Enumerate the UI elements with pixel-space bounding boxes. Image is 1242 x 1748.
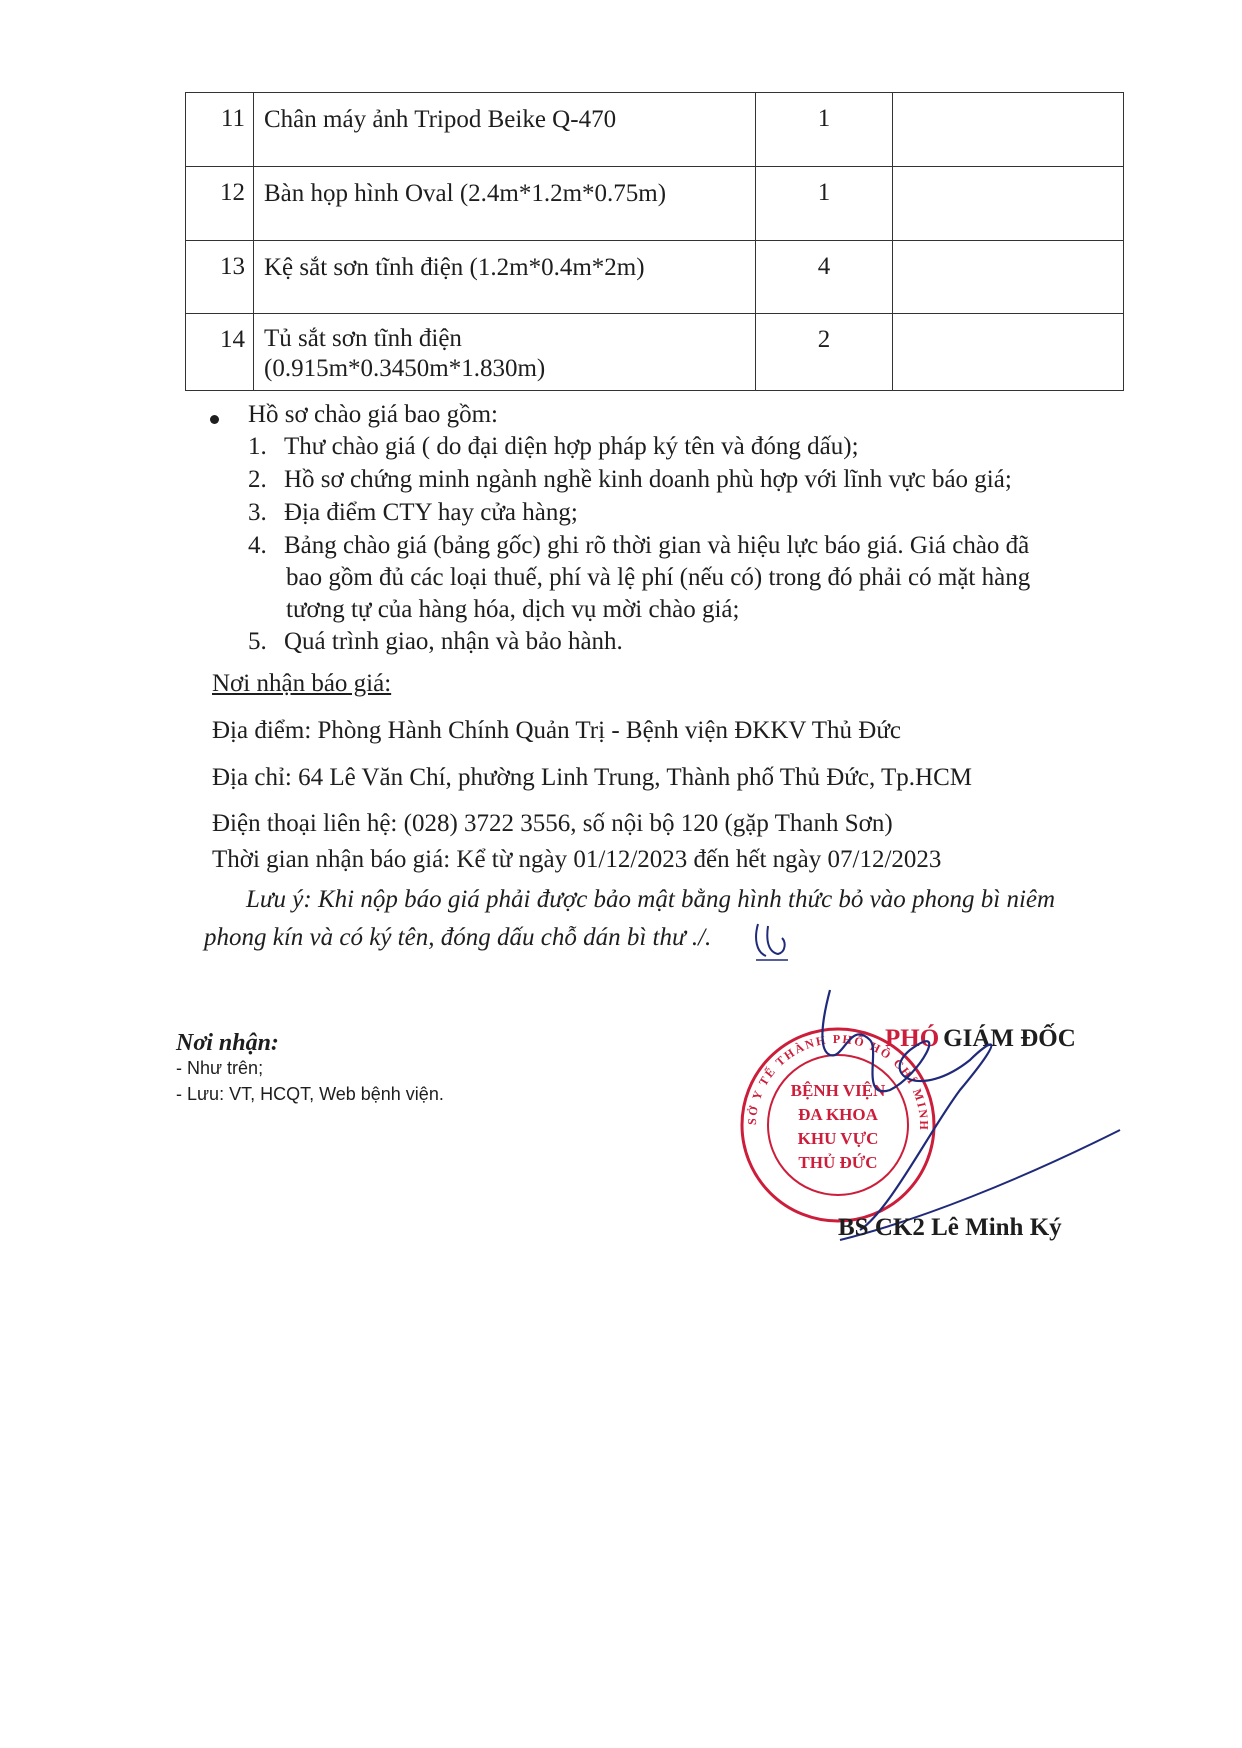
note-cell	[893, 314, 1124, 391]
row-number: 11	[220, 105, 245, 132]
recipients-title: Nơi nhận:	[176, 1030, 279, 1056]
item-name-cell	[254, 314, 756, 391]
row-number-cell	[186, 93, 254, 167]
dossier-item-number: 5.	[248, 628, 267, 655]
receive-address: Địa chỉ: 64 Lê Văn Chí, phường Linh Trung, Thành phố Thủ Đức, Tp.HCM	[212, 764, 972, 791]
row-number: 14	[220, 326, 245, 353]
note-cell	[893, 241, 1124, 314]
dossier-item-4	[248, 532, 1029, 560]
row-number: 12	[220, 179, 245, 206]
item-name-line: Bàn họp hình Oval (2.4m*1.2m*0.75m)	[264, 180, 667, 207]
item-name-cell	[254, 167, 756, 241]
items-table	[185, 92, 1124, 391]
item-name-line: (0.915m*0.3450m*1.830m)	[264, 355, 546, 382]
item-name-line: Chân máy ảnh Tripod Beike Q-470	[264, 106, 617, 133]
signer-name: BS CK2 Lê Minh Ký	[838, 1214, 1062, 1241]
dossier-item-4-line-2: bao gồm đủ các loại thuế, phí và lệ phí (nếu có) trong đó phải có mặt hàng	[286, 564, 1031, 591]
dossier-item-text: Hồ sơ chứng minh ngành nghề kinh doanh phù hợp với lĩnh vực báo giá;	[284, 466, 1012, 493]
row-number-cell	[186, 167, 254, 241]
quantity-cell	[756, 241, 893, 314]
dossier-item-5	[248, 628, 623, 656]
quantity: 1	[817, 105, 831, 132]
initials-mark-icon	[752, 918, 792, 964]
quantity: 2	[817, 326, 831, 353]
dossier-item-3	[248, 499, 578, 527]
receive-heading: Nơi nhận báo giá:	[212, 670, 392, 697]
dossier-item-1	[248, 433, 859, 461]
receive-phone: Điện thoại liên hệ: (028) 3722 3556, số nội bộ 120 (gặp Thanh Sơn)	[212, 810, 893, 837]
item-name	[264, 241, 755, 283]
dossier-item-2	[248, 466, 1012, 494]
dossier-item-text: Thư chào giá ( do đại diện hợp pháp ký tên và đóng dấu);	[284, 433, 859, 460]
dossier-item-text: Quá trình giao, nhận và bảo hành.	[284, 628, 623, 655]
quantity-cell	[756, 314, 893, 391]
note-cell	[893, 167, 1124, 241]
dossier-item-text-line: Bảng chào giá (bảng gốc) ghi rõ thời gian và hiệu lực báo giá. Giá chào đã	[284, 532, 1030, 559]
row-number: 13	[220, 253, 245, 280]
item-name-line: Tủ sắt sơn tĩnh điện	[264, 325, 462, 352]
items-table-body	[186, 93, 1124, 391]
stamp-line: ĐA KHOA	[798, 1105, 878, 1124]
dossier-item-number: 1.	[248, 433, 267, 460]
table-row	[186, 167, 1124, 241]
quantity-cell	[756, 167, 893, 241]
note-cell	[893, 93, 1124, 167]
receive-location: Địa điểm: Phòng Hành Chính Quản Trị - Bệnh viện ĐKKV Thủ Đức	[212, 717, 901, 744]
receive-note-line-1: Lưu ý: Khi nộp báo giá phải được bảo mật bằng hình thức bỏ vào phong bì niêm	[246, 886, 1056, 913]
item-name	[264, 314, 755, 384]
item-name-cell	[254, 93, 756, 167]
recipient-item: - Lưu: VT, HCQT, Web bệnh viện.	[176, 1084, 444, 1104]
stamp-line: BỆNH VIỆN	[790, 1081, 886, 1100]
table-row	[186, 241, 1124, 314]
dossier-item-number: 4.	[248, 532, 267, 559]
row-number-cell	[186, 314, 254, 391]
stamp-ring-text: SỞ Y TẾ THÀNH PHỐ HỒ CHÍ MINH	[744, 1031, 932, 1132]
row-number-cell	[186, 241, 254, 314]
recipient-item: - Như trên;	[176, 1058, 264, 1078]
stamp-line: KHU VỰC	[797, 1129, 879, 1148]
dossier-item-number: 3.	[248, 499, 267, 526]
quantity: 1	[817, 179, 831, 206]
stamp-line: THỦ ĐỨC	[798, 1153, 878, 1172]
quantity: 4	[817, 253, 831, 280]
signer-title-text: GIÁM ĐỐC	[943, 1025, 1076, 1052]
dossier-item-4-line-3: tương tự của hàng hóa, dịch vụ mời chào giá;	[286, 596, 740, 623]
table-row	[186, 314, 1124, 391]
item-name-cell	[254, 241, 756, 314]
item-name	[264, 93, 755, 135]
item-name	[264, 167, 755, 209]
dossier-heading: Hồ sơ chào giá bao gồm:	[248, 401, 498, 428]
quantity-cell	[756, 93, 893, 167]
receive-note-line-2: phong kín và có ký tên, đóng dấu chỗ dán bì thư ./.	[204, 924, 712, 951]
item-name-line: Kệ sắt sơn tĩnh điện (1.2m*0.4m*2m)	[264, 254, 645, 281]
dossier-item-number: 2.	[248, 466, 267, 493]
signer-title-prefix: PHÓ	[885, 1025, 940, 1052]
receive-time: Thời gian nhận báo giá: Kể từ ngày 01/12/2023 đến hết ngày 07/12/2023	[212, 846, 942, 873]
table-row	[186, 93, 1124, 167]
bullet-icon	[210, 415, 219, 424]
dossier-item-text: Địa điểm CTY hay cửa hàng;	[284, 499, 578, 526]
